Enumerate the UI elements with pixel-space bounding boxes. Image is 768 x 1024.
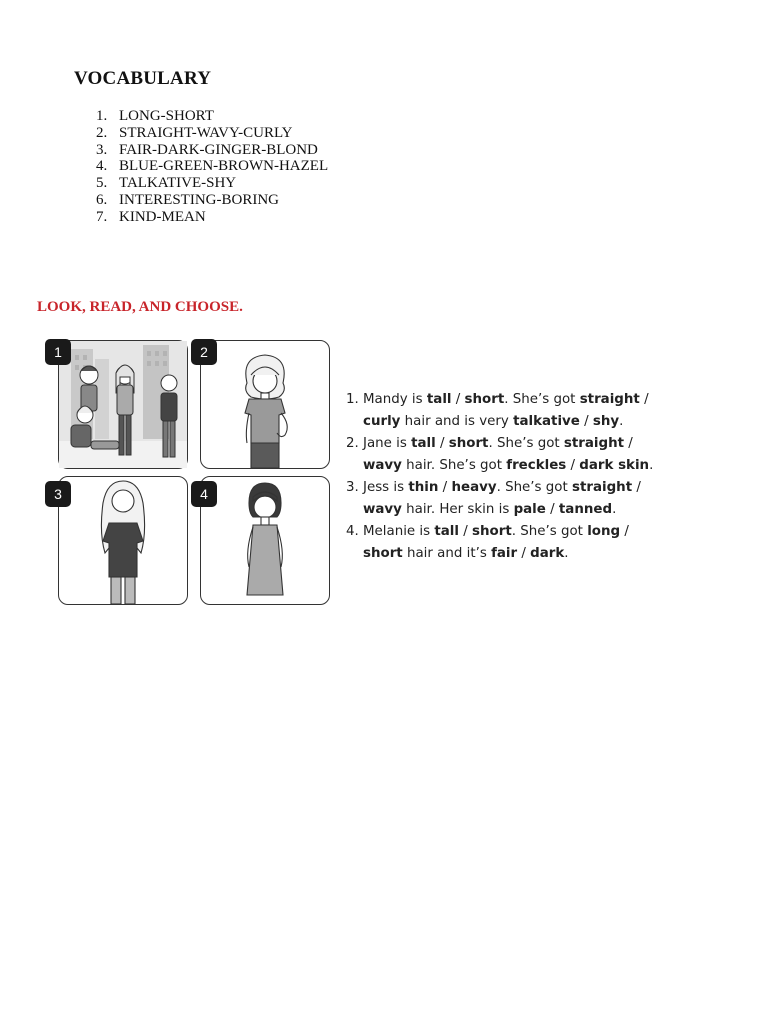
vocabulary-item — [96, 158, 328, 175]
sentence-number: 4. — [346, 524, 359, 539]
sentence-text: / — [435, 436, 449, 451]
choice-word: long — [587, 524, 621, 539]
item-number: 1. — [96, 108, 108, 124]
sentence-line — [363, 543, 653, 565]
choice-word: fair — [491, 546, 518, 561]
vocabulary-item — [96, 209, 328, 226]
choice-word: straight — [579, 392, 640, 407]
choice-word: pale — [513, 502, 546, 517]
sentence-text: . She’s got — [511, 524, 588, 539]
sentence-text: . She’s got — [488, 436, 564, 451]
sentence-line — [363, 411, 653, 433]
sentence-text: . — [564, 546, 569, 561]
sentence-text: / — [624, 436, 633, 451]
sentence-line — [363, 499, 653, 521]
sentence-text: . — [619, 414, 624, 429]
panel-number-badge: 4 — [191, 481, 217, 507]
choice-word: straight — [563, 436, 625, 451]
sentence-text: / — [620, 524, 629, 539]
sentence-text: / — [517, 546, 531, 561]
choice-word: tall — [434, 524, 459, 539]
sentence-text: / — [632, 480, 641, 495]
sentence-text: Jess is — [363, 480, 409, 495]
vocabulary-item — [96, 192, 328, 209]
sentence-number: 2. — [346, 436, 359, 451]
choice-word: dark — [530, 546, 565, 561]
illustration-panels — [44, 338, 334, 608]
item-text: FAIR-DARK-GINGER-BLOND — [119, 141, 318, 158]
sentence-text: hair. She’s got — [401, 458, 507, 473]
exercise-sentence-3 — [346, 477, 653, 521]
choice-word: tanned — [558, 502, 613, 517]
sentence-line — [363, 433, 653, 455]
girl-long-wavy-hair-illustration — [59, 477, 187, 604]
sentence-text: hair. Her skin is — [401, 502, 514, 517]
choice-word: curly — [363, 414, 401, 429]
sentence-line — [363, 521, 653, 543]
sentence-text: Melanie is — [363, 524, 435, 539]
panel-number-badge: 1 — [45, 339, 71, 365]
sentence-text: / — [459, 524, 473, 539]
sentence-text: / — [566, 458, 580, 473]
item-number: 6. — [96, 191, 108, 208]
illustration-panel-4 — [200, 476, 330, 605]
sentence-text: . She’s got — [496, 480, 572, 495]
item-text: BLUE-GREEN-BROWN-HAZEL — [119, 158, 329, 175]
item-number: 3. — [96, 141, 108, 158]
item-number: 7. — [96, 208, 108, 225]
girl-wavy-hair-illustration — [201, 341, 329, 468]
sentence-line — [363, 389, 653, 411]
item-text: STRAIGHT-WAVY-CURLY — [119, 124, 293, 141]
illustration-panel-1 — [54, 340, 188, 469]
sentence-number: 1. — [346, 392, 359, 407]
sentence-text: Mandy is — [363, 392, 427, 407]
choice-word: wavy — [363, 502, 402, 517]
exercise-sentence-1 — [346, 389, 653, 433]
vocabulary-item — [96, 175, 328, 192]
choice-word: short — [464, 392, 505, 407]
sentence-text: / — [579, 414, 593, 429]
sentence-text: / — [451, 392, 465, 407]
choice-word: dark skin — [579, 458, 650, 473]
choice-word: short — [448, 436, 489, 451]
exercise-sentence-2 — [346, 433, 653, 477]
choice-word: tall — [426, 392, 452, 407]
item-number: 5. — [96, 175, 108, 192]
item-text: KIND-MEAN — [119, 208, 206, 225]
exercise-sentence-4 — [346, 521, 653, 565]
panel-number-badge: 3 — [45, 481, 71, 507]
group-of-kids-illustration — [59, 341, 187, 468]
choice-word: wavy — [363, 458, 402, 473]
panel-number-badge: 2 — [191, 339, 217, 365]
item-number: 4. — [96, 158, 108, 175]
choice-word: straight — [572, 480, 633, 495]
illustration-panel-2 — [200, 340, 330, 469]
choice-word: shy — [592, 414, 620, 429]
choice-word: short — [472, 524, 512, 539]
sentence-text: / — [639, 392, 649, 407]
sentence-text: Jane is — [363, 436, 412, 451]
item-text: INTERESTING-BORING — [119, 191, 279, 208]
sentence-number: 3. — [346, 480, 359, 495]
vocabulary-item — [96, 125, 328, 142]
choice-word: heavy — [451, 480, 497, 495]
instruction-heading: LOOK, READ, AND CHOOSE. — [37, 299, 243, 315]
sentence-text: . — [649, 458, 654, 473]
vocabulary-item — [96, 108, 328, 125]
choice-word: short — [363, 546, 403, 561]
sentence-text: / — [545, 502, 559, 517]
sentence-text: . — [612, 502, 617, 517]
sentence-text: hair and it’s — [402, 546, 492, 561]
item-text: LONG-SHORT — [119, 108, 214, 124]
illustration-panel-3 — [54, 476, 188, 605]
choice-word: thin — [408, 480, 439, 495]
item-text: TALKATIVE-SHY — [119, 175, 237, 192]
choice-word: freckles — [506, 458, 567, 473]
sentence-line — [363, 455, 653, 477]
choice-word: tall — [411, 436, 436, 451]
choice-word: talkative — [513, 414, 580, 429]
exercise-sentences — [346, 389, 653, 565]
sentence-line — [363, 477, 653, 499]
girl-short-dark-hair-illustration — [201, 477, 329, 604]
vocabulary-item — [96, 142, 328, 159]
sentence-text: hair and is very — [400, 414, 514, 429]
item-number: 2. — [96, 124, 108, 141]
page-title: VOCABULARY — [74, 68, 212, 89]
sentence-text: . She’s got — [504, 392, 580, 407]
sentence-text: / — [438, 480, 452, 495]
vocabulary-list — [96, 108, 328, 226]
